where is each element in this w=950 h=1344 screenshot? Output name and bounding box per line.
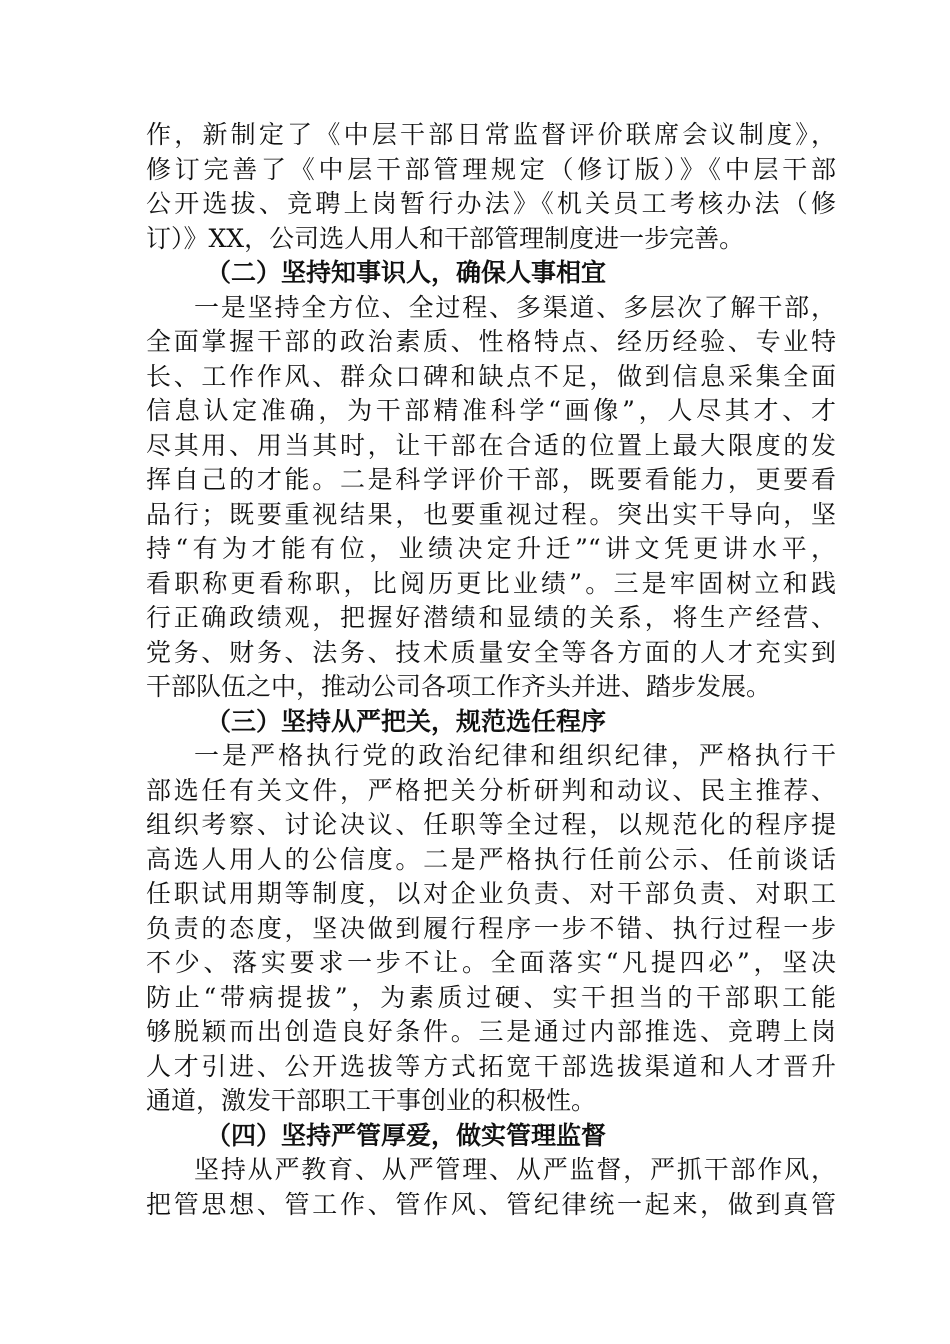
section-heading-2: （二）坚持知事识人，确保人事相宜: [206, 258, 607, 287]
text-line: 负责的态度，坚决做到履行程序一步不错、执行过程一步: [146, 913, 836, 943]
text-line: 持“有为才能有位，业绩决定升迁”“讲文凭更讲水平，: [146, 534, 836, 563]
document-body: [146, 118, 836, 1222]
text-line: 看职称更看称职，比阅历更比业绩”。三是牢固树立和践: [146, 568, 836, 598]
text-line: 订）》XX，公司选人用人和干部管理制度进一步完善。: [146, 223, 745, 253]
text-line: 不少、落实要求一步不让。全面落实“凡提四必”，坚决: [146, 948, 836, 977]
section-heading-3: （三）坚持从严把关，规范选任程序: [206, 706, 607, 736]
text-line: 一是坚持全方位、全过程、多渠道、多层次了解干部，: [194, 292, 836, 322]
text-line: 通道，激发干部职工干事创业的积极性。: [146, 1086, 597, 1115]
text-line: 坚持从严教育、从严管理、从严监督，严抓干部作风，: [194, 1155, 836, 1184]
text-line: 把管思想、管工作、管作风、管纪律统一起来，做到真管: [146, 1189, 836, 1219]
text-line: 够脱颖而出创造良好条件。三是通过内部推选、竞聘上岗: [146, 1017, 836, 1046]
text-line: 组织考察、讨论决议、任职等全过程，以规范化的程序提: [146, 810, 836, 839]
text-line: 人才引进、公开选拔等方式拓宽干部选拔渠道和人才晋升: [146, 1051, 836, 1081]
text-line: 作，新制定了《中层干部日常监督评价联席会议制度》，: [146, 120, 836, 149]
text-line: 防止“带病提拔”，为素质过硬、实干担当的干部职工能: [146, 982, 836, 1012]
text-line: 信息认定准确，为干部精准科学“画像”，人尽其才、才: [146, 396, 836, 425]
text-line: 全面掌握干部的政治素质、性格特点、经历经验、专业特: [146, 327, 836, 356]
text-line: 干部队伍之中，推动公司各项工作齐头并进、踏步发展。: [146, 672, 772, 701]
text-line: 一是严格执行党的政治纪律和组织纪律，严格执行干: [194, 741, 836, 770]
text-line: 挥自己的才能。二是科学评价干部，既要看能力，更要看: [146, 465, 836, 494]
text-line: 任职试用期等制度，以对企业负责、对干部负责、对职工: [146, 879, 836, 908]
text-line: 部选任有关文件，严格把关分析研判和动议、民主推荐、: [146, 775, 836, 805]
text-line: 公开选拔、竞聘上岗暂行办法》《机关员工考核办法（修: [146, 189, 836, 218]
text-line: 党务、财务、法务、技术质量安全等各方面的人才充实到: [146, 637, 836, 667]
text-line: 尽其用、用当其时，让干部在合适的位置上最大限度的发: [146, 430, 836, 460]
section-heading-4: （四）坚持严管厚爱，做实管理监督: [206, 1120, 607, 1150]
text-line: 品行；既要重视结果，也要重视过程。突出实干导向，坚: [146, 499, 836, 529]
text-line: 修订完善了《中层干部管理规定（修订版）》《中层干部: [146, 154, 836, 184]
text-line: 行正确政绩观，把握好潜绩和显绩的关系，将生产经营、: [146, 603, 836, 632]
text-line: 长、工作作风、群众口碑和缺点不足，做到信息采集全面: [146, 361, 836, 391]
text-line: 高选人用人的公信度。二是严格执行任前公示、任前谈话: [146, 844, 836, 874]
